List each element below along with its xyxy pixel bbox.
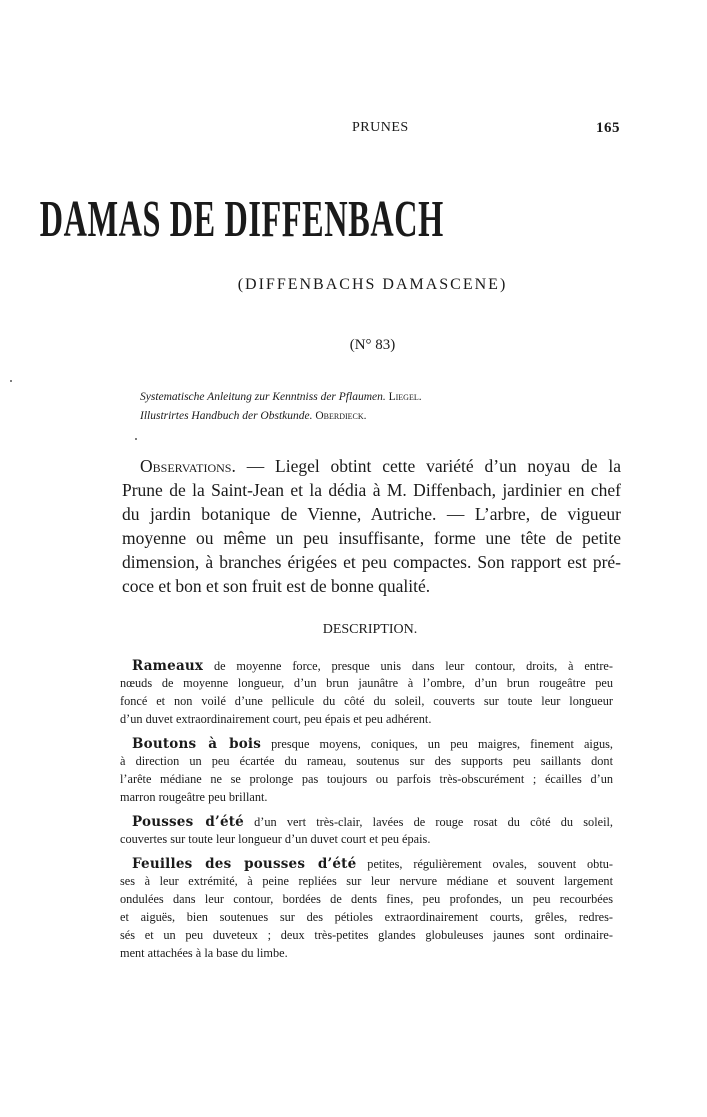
text-line: marron rougeâtre peu brillant. [120,790,268,804]
text-line: sés et un peu duveteux ; deux très-petites glandes globuleuses jaunes sont ordinaire- [120,928,613,942]
lead-term: Pousses d’été [132,814,244,830]
text-line: d’un duvet extraordinairement court, peu épais et peu adhérent. [120,712,432,726]
text-line [132,856,613,872]
section-heading: DESCRIPTION. [322,622,418,637]
text-line: moyenne ou même un peu insuffisante, forme une tête de petite [122,528,621,548]
text-line [140,456,621,477]
reference-work: Illustrirtes Handbuch der Obstkunde. [140,410,313,422]
text-line: l’arête médiane ne se prolonge pas toujours ou parfois très-obscurément ; écailles d’un [120,772,613,786]
text: — Liegel obtint cette variété d’un noyau de la [235,456,621,476]
text-line: ondulées dans leur contour, bordées de dents fines, peu profondes, un peu recourbées [120,892,613,906]
reference [140,391,422,403]
text-line: dimension, à branches érigées et peu compactes. Son rapport est pré- [122,552,621,572]
text-line: du jardin botanique de Vienne, Autriche. — L’arbre, de vigueur [122,504,621,524]
text: d’un vert très-clair, lavées de rouge rosat du côté du soleil, [243,815,613,829]
lead-term: Rameaux [132,658,204,674]
page-number: 165 [596,120,620,136]
subtitle: (DIFFENBACHS DAMASCENE) [237,276,508,293]
reference-author: Oberdieck. [315,410,367,422]
text-line: couvertes sur toute leur longueur d’un duvet court et peu épais. [120,832,431,846]
text-line: ment attachées à la base du limbe. [120,946,288,960]
text-line: et aiguës, bien soutenues sur des pétioles extraordinairement courts, grêles, redres- [120,910,613,924]
text: de moyenne force, presque unis dans leur contour, droits, à entre- [203,659,613,673]
observations-label: Observations. [140,456,236,476]
text-line [132,658,613,674]
text: presque moyens, coniques, un peu maigres, finement aigus, [261,737,613,751]
running-title: PRUNES [352,120,409,135]
reference [140,410,367,422]
lead-term: Feuilles des pousses d’été [132,856,357,872]
text-line: ses à leur extrémité, à peine repliées sur leur nervure médiane et souvent largement [120,874,613,888]
text-line: coce et bon et son fruit est de bonne qualité. [122,576,431,596]
text-line: nœuds de moyenne longueur, d’un brun jaunâtre à l’ombre, d’un brun rougeâtre peu [120,676,613,690]
variety-number: (N° 83) [349,337,396,353]
reference-author: Liegel. [388,391,422,403]
page-title: DAMAS DE DIFFENBACH [39,191,444,248]
text-line: Prune de la Saint-Jean et la dédia à M. Diffenbach, jardinier en chef [122,480,621,500]
text-line: à direction un peu écartée du rameau, soutenus sur des supports peu saillants dont [120,754,613,768]
text-line [132,814,613,830]
lead-term: Boutons à bois [132,736,262,752]
text-line: foncé et non voilé d’une pellicule du côté du soleil, couverts sur toute leur longueur [120,694,613,708]
scan-speck [135,438,137,440]
text: petites, régulièrement ovales, souvent obtu- [356,857,613,871]
text-line [132,736,613,752]
reference-work: Systematische Anleitung zur Kenntniss der Pflaumen. [140,391,386,403]
scan-speck [10,380,12,382]
